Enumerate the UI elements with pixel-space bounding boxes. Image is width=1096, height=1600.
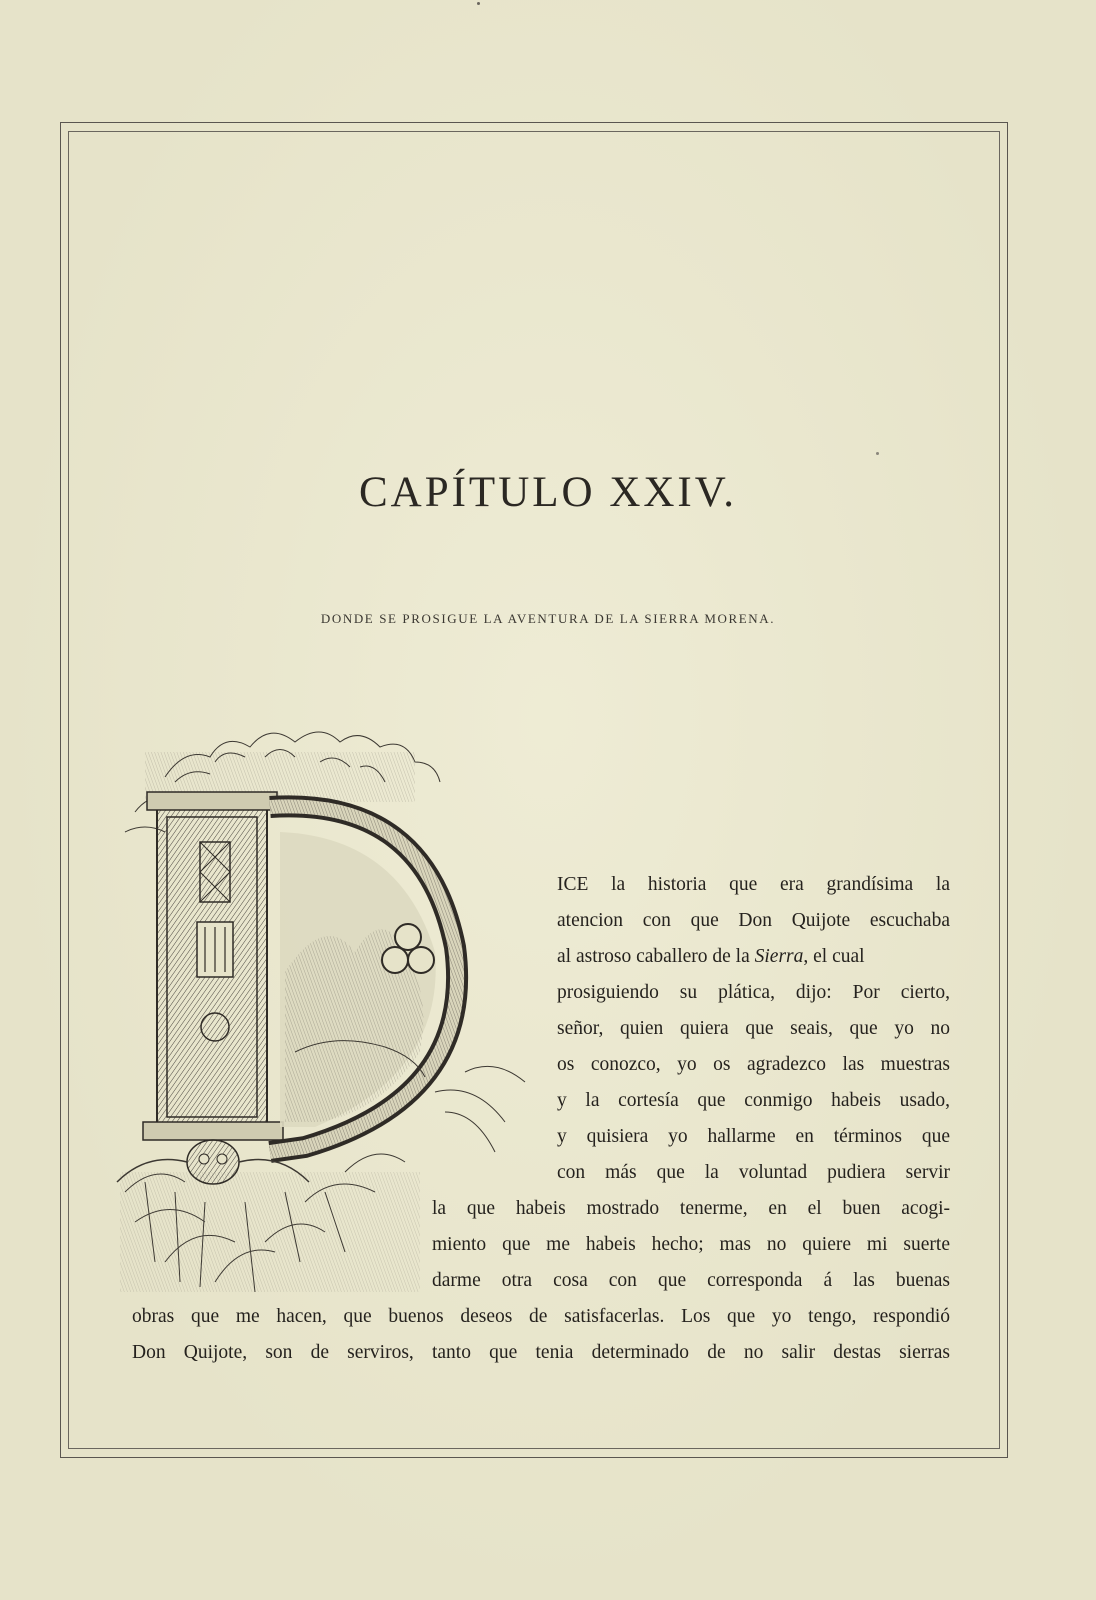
text-line: obras que me hacen, que buenos deseos de satisfacerlas. Los que yo tengo, respondió: [132, 1306, 950, 1327]
text-fragment: , el cual: [803, 946, 865, 967]
page-speck: [477, 2, 480, 5]
text-line: la que habeis mostrado tenerme, en el buen acogi-: [432, 1198, 950, 1219]
text-line: Don Quijote, son de serviros, tanto que tenia determinado de no salir destas sierras: [132, 1342, 950, 1363]
text-line: con más que la voluntad pudiera servir: [557, 1162, 950, 1183]
text-line: prosiguiendo su plática, dijo: Por cierto,: [557, 982, 950, 1003]
chapter-title: CAPÍTULO XXIV.: [358, 469, 738, 516]
text-line: darme otra cosa con que corresponda á las buenas: [432, 1270, 950, 1291]
text-line: señor, quien quiera que seais, que yo no: [557, 1018, 950, 1039]
italic-word: Sierra: [754, 946, 804, 967]
chapter-subtitle: DONDE SE PROSIGUE LA AVENTURA DE LA SIERRA MORENA.: [320, 611, 776, 626]
text-line: ICE la historia que era grandísima la: [557, 874, 950, 895]
text-line: [557, 940, 950, 974]
text-line: y la cortesía que conmigo habeis usado,: [557, 1090, 950, 1111]
text-line: miento que me habeis hecho; mas no quiere mi suerte: [432, 1234, 950, 1255]
text-line: y quisiera yo hallarme en términos que: [557, 1126, 950, 1147]
page-speck: [876, 452, 879, 455]
text-line: os conozco, yo os agradezco las muestras: [557, 1054, 950, 1075]
text-fragment: al astroso caballero de la: [557, 946, 755, 967]
text-line: atencion con que Don Quijote escuchaba: [557, 910, 950, 931]
